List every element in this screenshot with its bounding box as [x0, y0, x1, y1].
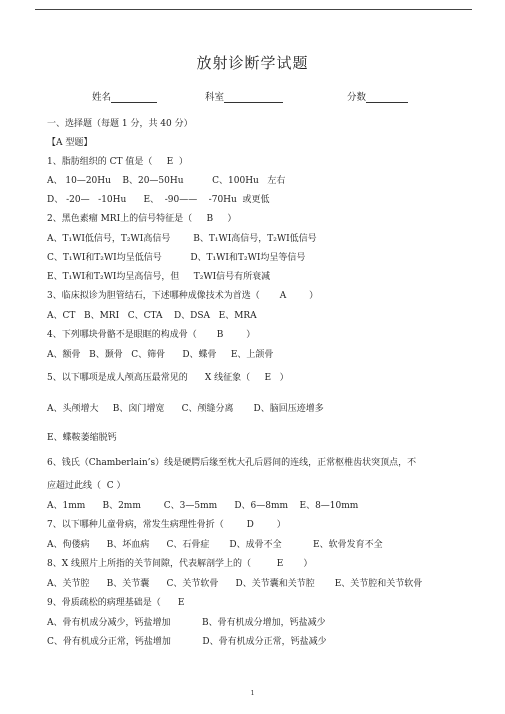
q6-options: A、1mm B、2mm C、3—5mm D、6—8mm E、8—10mm [47, 501, 359, 511]
q2-options-3: E、T₁WI和T₂WI均呈高信号，但 T₂WI信号有所衰减 [47, 272, 271, 282]
q1-options-2: D、 -20— -10Hu E、 -90—— -70Hu 或更低 [47, 195, 270, 205]
q9-options-1: A、骨有机成分减少，钙盐增加 B、骨有机成分增加，钙盐减少 [47, 618, 326, 628]
question-5: 5、以下哪项是成人颅高压最常见的 X 线征象（ E ） [47, 373, 289, 383]
question-9: 9、骨质疏松的病理基础是（ E [47, 598, 185, 608]
q9-options-2: C、骨有机成分正常，钙盐增加 D、骨有机成分正常，钙盐减少 [47, 637, 327, 647]
q7-options: A、佝偻病 B、坏血病 C、石骨症 D、成骨不全 E、软骨发育不全 [47, 540, 383, 550]
question-1: 1、脂肪组织的 CT 值是（ E ） [47, 157, 188, 167]
score-label: 分数 [347, 92, 367, 103]
score-field [347, 89, 408, 103]
question-8: 8、X 线照片上所指的关节间隙，代表解剖学上的（ E ） [47, 559, 313, 569]
dept-blank [224, 92, 283, 103]
page-number: 1 [250, 690, 255, 697]
q2-options-1: A、T₁WI低信号，T₂WI高信号 B、T₁WI高信号，T₂WI低信号 [47, 234, 317, 244]
type-heading: 【A 型题】 [47, 138, 93, 148]
q5-options-2: E、蝶鞍萎缩脱钙 [47, 433, 117, 443]
question-7: 7、以下哪种儿童骨病，常发生病理性骨折（ D ） [47, 520, 286, 530]
name-field [92, 89, 157, 103]
q5-options-1: A、头颅增大 B、囟门增宽 C、颅缝分离 D、脑回压迹增多 [47, 404, 324, 414]
header-rule [35, 9, 472, 10]
dept-field [205, 89, 283, 103]
section-heading: 一、选择题（每题 1 分，共 40 分） [47, 119, 193, 129]
info-fields [0, 89, 505, 103]
name-blank [111, 92, 157, 103]
question-4: 4、下列哪块骨骼不是眼眶的构成骨（ B ） [47, 330, 256, 340]
question-2: 2、黑色素瘤 MRI上的信号特征是（ B ） [47, 214, 237, 224]
page-title: 放射诊断学试题 [196, 54, 309, 72]
q8-options: A、关节腔 B、关节囊 C、关节软骨 D、关节囊和关节腔 E、关节腔和关节软骨 [47, 579, 423, 589]
question-6: 6、钱氏（Chamberlain’s）线是硬腭后缘至枕大孔后唇间的连线，正常枢椎齿状突顶点，不 [47, 458, 417, 468]
q2-options-2: C、T₁WI和T₂WI均呈低信号 D、T₁WI和T₂WI均呈等信号 [47, 253, 306, 263]
q4-options: A、额骨 B、颞骨 C、筛骨 D、蝶骨 E、上颌骨 [47, 350, 274, 360]
score-blank [366, 92, 408, 103]
dept-label: 科室 [205, 92, 225, 103]
q3-options: A、CT B、MRI C、CTA D、DSA E、MRA [47, 311, 257, 321]
name-label: 姓名 [92, 92, 112, 103]
q1-options-1: A、 10—20Hu B、20—50Hu C、100Hu 左右 [47, 176, 286, 186]
question-6-cont: 应超过此线（ C ） [47, 481, 126, 491]
question-3: 3、临床拟诊为胆管结石，下述哪种成像技术为首选（ A ） [47, 291, 319, 301]
